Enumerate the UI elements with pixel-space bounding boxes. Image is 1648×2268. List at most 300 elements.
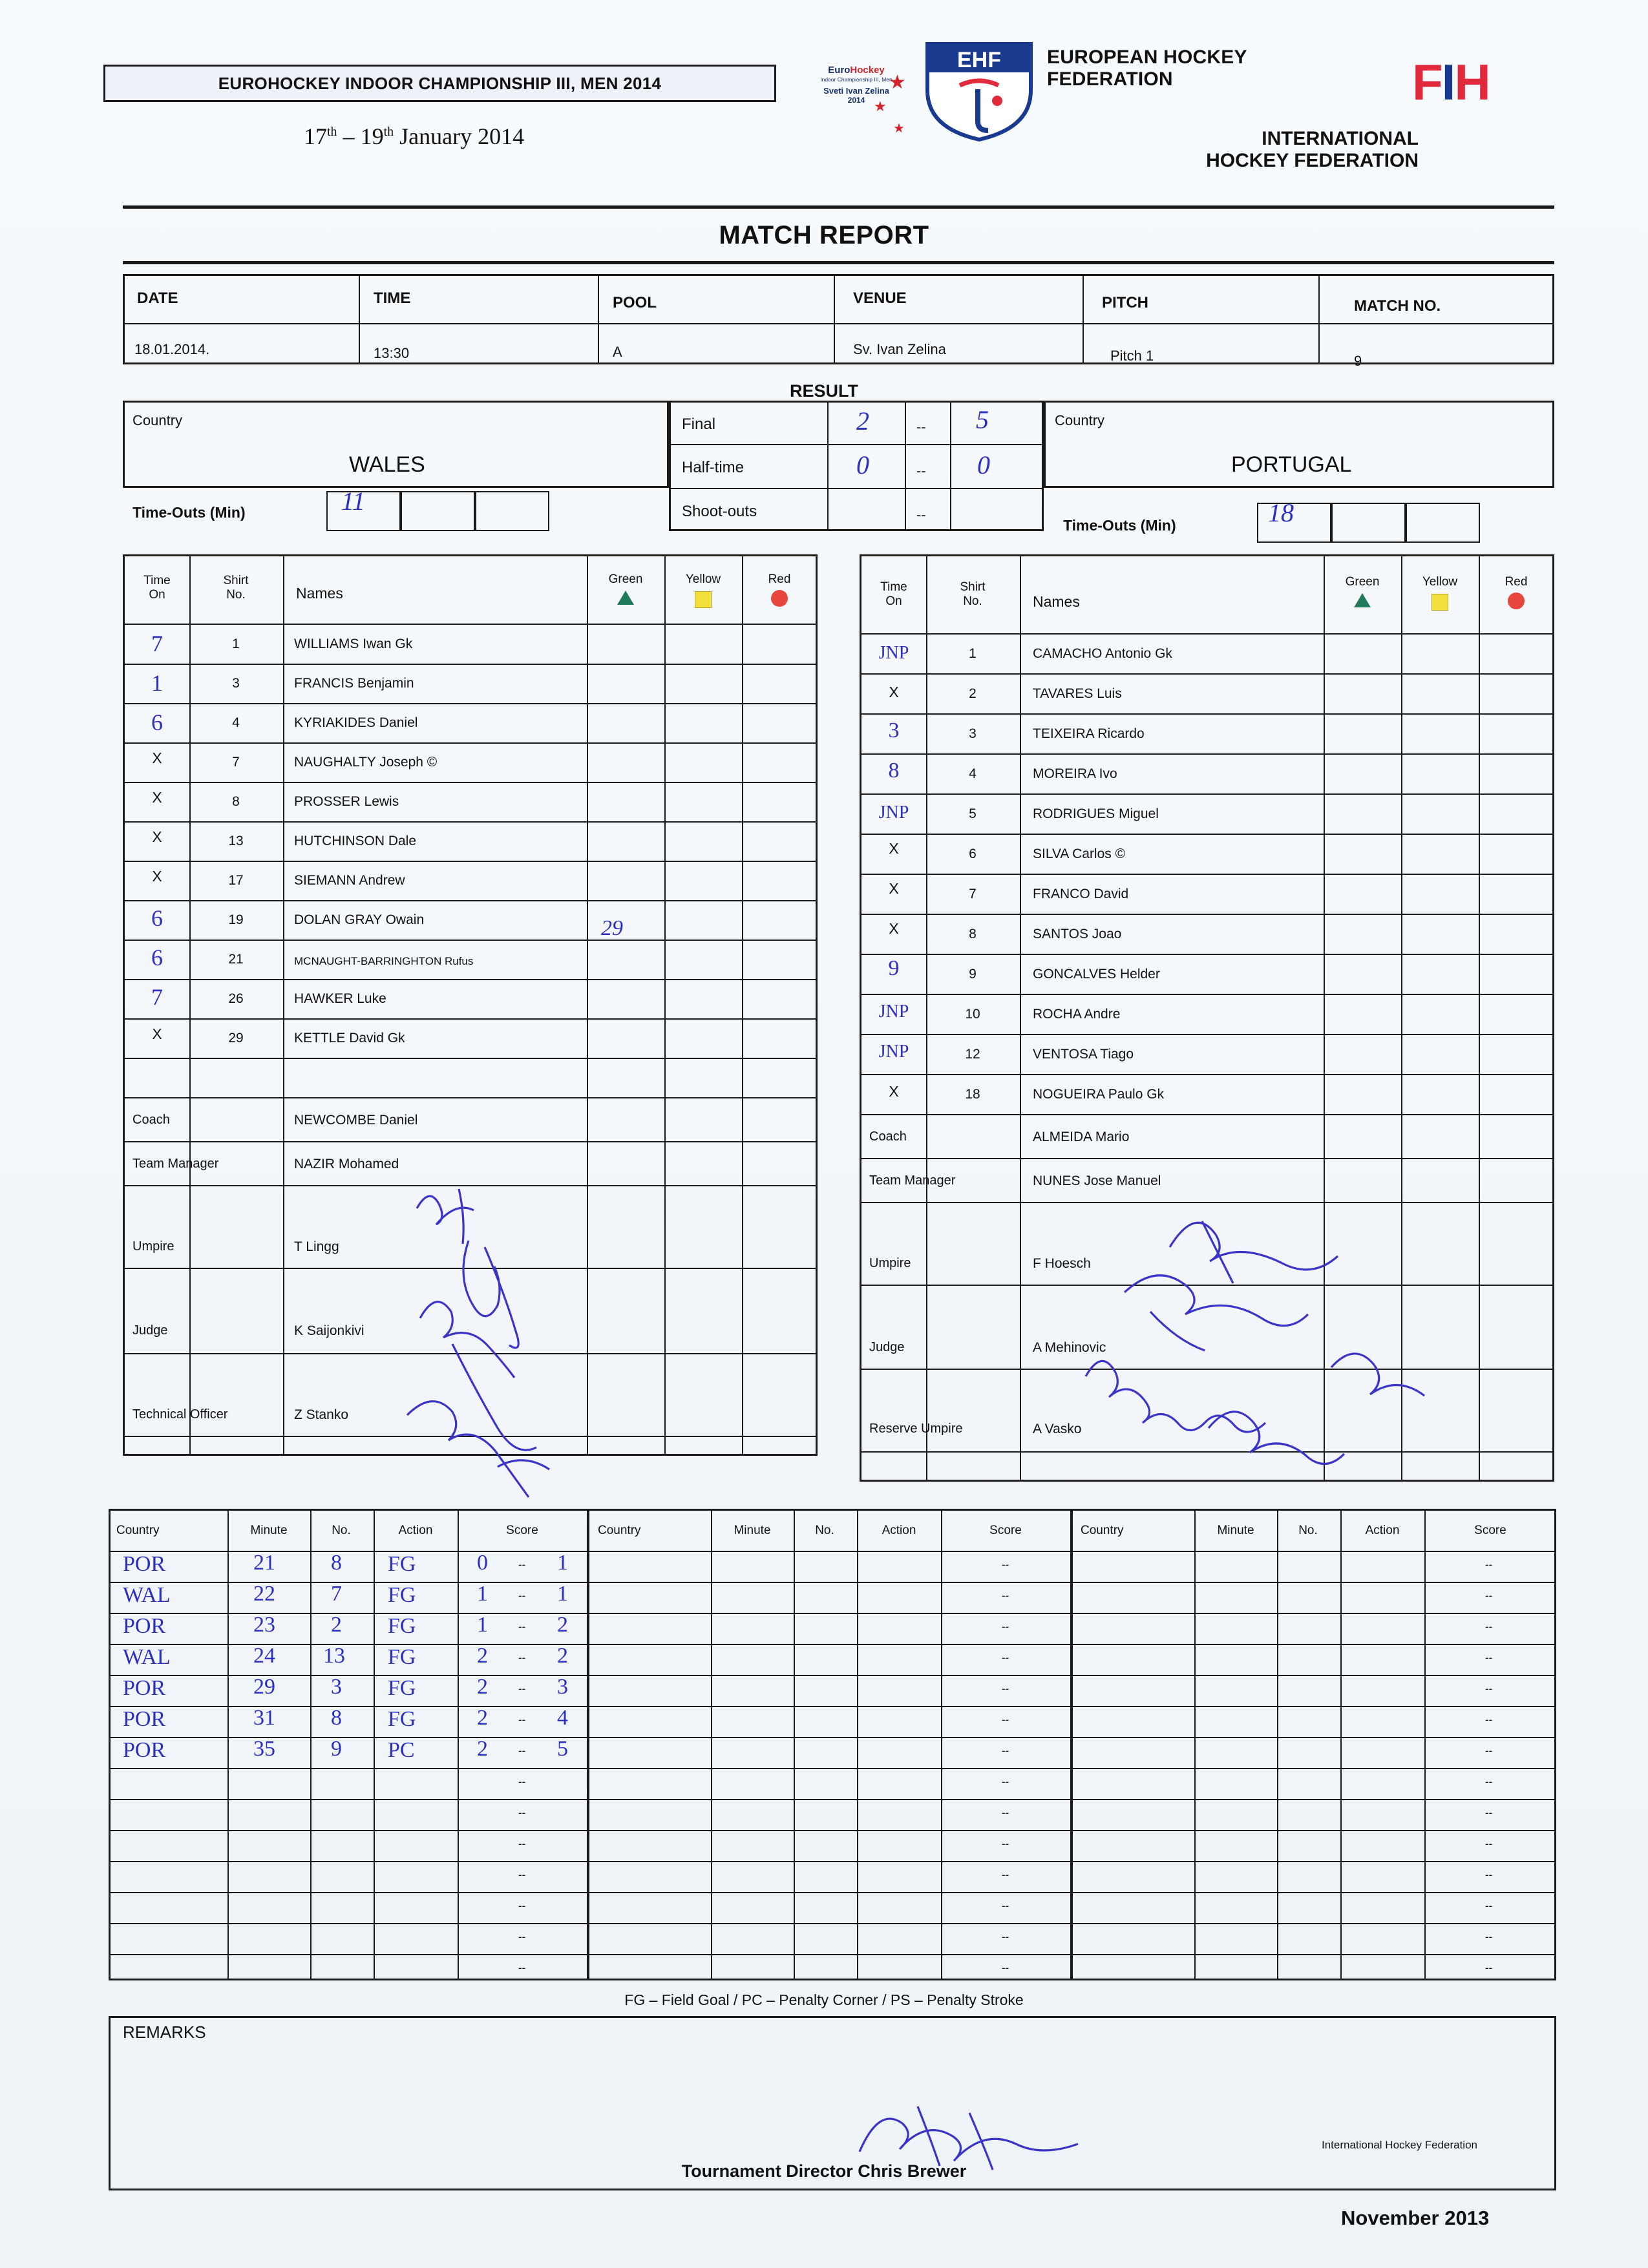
goals-col-divider: [1070, 1509, 1073, 1980]
goal-number: 13: [323, 1644, 345, 1668]
date-end-sup: th: [383, 125, 394, 139]
ehf-line1: EUROPEAN HOCKEY: [1047, 47, 1247, 68]
value-date: 18.01.2014.: [134, 341, 210, 357]
home-player-time-on: 6: [151, 905, 163, 931]
match-info-divider: [123, 323, 1554, 324]
col-divider: [598, 274, 599, 364]
away-player-number: 9: [969, 967, 977, 982]
score-dash: --: [1002, 1652, 1009, 1664]
away-staff-col-divider: [1020, 1114, 1021, 1482]
goal-score-home: 1: [477, 1613, 488, 1637]
goals-row-divider: [109, 1582, 1556, 1583]
home-player-number: 26: [228, 991, 244, 1006]
home-th-green-label: Green: [608, 572, 643, 586]
home-player-time-on: 7: [151, 631, 163, 656]
home-th-names: Names: [296, 585, 343, 602]
home-player-time-on: X: [152, 868, 162, 885]
ehf-name: [1047, 47, 1409, 90]
value-pitch: Pitch 1: [1110, 348, 1154, 364]
home-player-name: FRANCIS Benjamin: [294, 676, 414, 691]
goal-score-home: 2: [477, 1706, 488, 1730]
home-player-time-on: 7: [151, 984, 163, 1010]
goals-th-country: Country: [1081, 1524, 1124, 1537]
home-player-name: DOLAN GRAY Owain: [294, 912, 425, 927]
away-country-name: PORTUGAL: [1231, 452, 1352, 477]
home-col-divider: [742, 554, 743, 1456]
date-mid: – 19: [337, 123, 384, 149]
goals-col-divider: [458, 1509, 459, 1980]
goal-score-home: 2: [477, 1737, 488, 1761]
away-row-divider: [860, 753, 1554, 755]
away-th-yellow: [1404, 575, 1476, 611]
col-divider: [834, 274, 835, 364]
away-th-shirt-l1: Shirt: [960, 580, 986, 594]
score-row-divider: [669, 444, 1044, 445]
away-player-name: MOREIRA Ivo: [1033, 766, 1117, 781]
date-start: 17: [304, 123, 327, 149]
home-th-time-on-l2: On: [149, 588, 165, 602]
goals-col-divider: [1340, 1509, 1342, 1980]
away-staff-name: A Vasko: [1033, 1422, 1082, 1436]
shootouts-dash: --: [916, 507, 926, 523]
away-player-number: 7: [969, 887, 977, 901]
score-dash: --: [1485, 1776, 1493, 1788]
home-player-time-on: 6: [151, 945, 163, 971]
away-staff-role: Judge: [869, 1340, 905, 1354]
home-staff-name: T Lingg: [294, 1239, 339, 1254]
label-time: TIME: [374, 289, 411, 307]
away-staff-role: Coach: [869, 1129, 907, 1144]
championship-title-box: [103, 65, 776, 102]
away-player-number: 10: [965, 1007, 980, 1022]
goal-country: POR: [123, 1738, 166, 1762]
home-row-divider: [123, 782, 818, 783]
goals-th-minute: Minute: [734, 1524, 771, 1537]
remarks-label: REMARKS: [123, 2022, 206, 2042]
goals-col-divider: [310, 1509, 312, 1980]
goals-row-divider: [109, 1706, 1556, 1707]
goal-score-home: 2: [477, 1644, 488, 1668]
svg-text:EHF: EHF: [957, 48, 1001, 72]
home-th-shirt-l2: No.: [226, 588, 246, 602]
home-row-divider: [123, 1058, 818, 1059]
home-row-divider: [123, 703, 818, 704]
goal-action: FG: [388, 1583, 416, 1607]
col-divider: [1318, 274, 1320, 364]
goal-minute: 23: [253, 1613, 275, 1637]
goal-score-home: 1: [477, 1582, 488, 1606]
score-dash: --: [518, 1776, 526, 1788]
away-staff-name: F Hoesch: [1033, 1256, 1091, 1271]
away-player-time-on: JNP: [878, 803, 909, 823]
value-venue: Sv. Ivan Zelina: [853, 341, 946, 357]
home-staff-role: Umpire: [132, 1239, 174, 1254]
goal-number: 2: [331, 1613, 342, 1637]
home-player-name: HUTCHINSON Dale: [294, 834, 417, 848]
away-player-time-on: JNP: [878, 1042, 909, 1062]
away-player-name: SILVA Carlos ©: [1033, 846, 1126, 861]
away-timeout-value: 18: [1268, 498, 1294, 527]
away-staff-role: Reserve Umpire: [869, 1422, 963, 1436]
away-player-time-on: X: [889, 684, 899, 700]
away-player-name: TAVARES Luis: [1033, 686, 1122, 701]
away-th-names: Names: [1033, 593, 1080, 610]
away-player-name: GONCALVES Helder: [1033, 967, 1160, 982]
goals-col-divider: [711, 1509, 712, 1980]
action-legend: FG – Field Goal / PC – Penalty Corner / PS – Penalty Stroke: [624, 1991, 1024, 2008]
away-th-time-on-l1: Time: [880, 580, 907, 594]
away-th-yellow-label: Yellow: [1422, 575, 1458, 589]
score-dash: --: [518, 1745, 526, 1757]
home-row-divider: [123, 1018, 818, 1020]
form-version: November 2013: [1341, 2207, 1490, 2229]
away-player-number: 6: [969, 846, 977, 861]
score-label-halftime: Half-time: [682, 459, 745, 476]
home-staff-role: Team Manager: [132, 1157, 219, 1171]
home-staff-role: Technical Officer: [132, 1407, 228, 1422]
away-th-green-label: Green: [1345, 575, 1380, 589]
ihf-name: [1121, 128, 1419, 172]
goal-action: PC: [388, 1738, 415, 1762]
home-player-time-on: X: [152, 828, 162, 845]
goals-th-score: Score: [989, 1524, 1022, 1537]
score-dash: --: [1002, 1807, 1009, 1819]
goals-th-minute: Minute: [1217, 1524, 1254, 1537]
score-dash: --: [1002, 1683, 1009, 1695]
home-row-divider: [123, 664, 818, 665]
home-player-time-on: X: [152, 750, 162, 766]
home-staff-name: K Saijonkivi: [294, 1323, 364, 1338]
goal-score-away: 1: [557, 1551, 568, 1575]
goal-score-home: 2: [477, 1675, 488, 1699]
goal-country: WAL: [123, 1645, 171, 1669]
home-player-name: MCNAUGHT-BARRINGHTON Rufus: [294, 955, 474, 967]
euro-logo-line4: 2014: [847, 95, 865, 105]
score-dash: --: [1485, 1590, 1493, 1602]
championship-dates: [304, 123, 524, 150]
yellow-card-icon: [695, 591, 712, 608]
away-player-name: CAMACHO Antonio Gk: [1033, 646, 1172, 661]
home-row-divider: [123, 940, 818, 941]
goal-action: FG: [388, 1614, 416, 1638]
away-staff-role: Umpire: [869, 1256, 911, 1270]
away-player-time-on: X: [889, 920, 899, 937]
home-th-time-on: [129, 574, 185, 602]
home-staff-divider: [123, 1141, 818, 1142]
away-player-time-on: X: [889, 1083, 899, 1100]
goal-number: 8: [331, 1551, 342, 1575]
home-player-number: 3: [232, 676, 240, 691]
home-th-shirt-no: [194, 574, 278, 602]
score-dash: --: [1485, 1714, 1493, 1726]
euro-logo-line1a: Euro: [828, 65, 850, 76]
halftime-away-score: 0: [977, 450, 990, 479]
home-row-divider: [123, 900, 818, 901]
goals-row-divider: [109, 1923, 1556, 1924]
goal-score-away: 4: [557, 1706, 568, 1730]
away-signatures: [1047, 1182, 1538, 1486]
home-row-divider: [123, 742, 818, 744]
score-dash: --: [518, 1931, 526, 1943]
score-dash: --: [1485, 1838, 1493, 1850]
value-time: 13:30: [374, 345, 410, 361]
goal-number: 7: [331, 1582, 342, 1606]
away-row-divider: [860, 914, 1554, 915]
home-player-green-card: 29: [601, 916, 623, 940]
home-player-number: 13: [228, 834, 244, 848]
goal-number: 9: [331, 1737, 342, 1761]
home-timeout-value: 11: [341, 487, 366, 516]
home-th-time-on-l1: Time: [143, 574, 171, 587]
home-player-number: 21: [228, 952, 244, 967]
away-staff-divider: [860, 1158, 1554, 1159]
col-divider: [1083, 274, 1084, 364]
home-player-name: SIEMANN Andrew: [294, 873, 405, 888]
away-staff-name: ALMEIDA Mario: [1033, 1129, 1130, 1144]
goals-th-score: Score: [1474, 1524, 1506, 1537]
away-staff-role: Team Manager: [869, 1173, 956, 1188]
away-player-name: TEIXEIRA Ricardo: [1033, 726, 1145, 741]
away-th-shirt-l2: No.: [963, 594, 982, 608]
home-player-name: PROSSER Lewis: [294, 794, 399, 809]
championship-title: EUROHOCKEY INDOOR CHAMPIONSHIP III, MEN 2014: [218, 73, 662, 93]
away-row-divider: [860, 673, 1554, 675]
away-th-time-on-l2: On: [885, 594, 902, 608]
home-th-red-label: Red: [768, 572, 791, 586]
score-dash: --: [1002, 1714, 1009, 1726]
value-pool: A: [613, 344, 622, 360]
score-dash: --: [1485, 1559, 1493, 1571]
goals-table: [109, 1509, 1556, 1980]
divider: [123, 261, 1554, 264]
goals-row-divider: [109, 1954, 1556, 1955]
goal-score-home: 0: [477, 1551, 488, 1575]
score-dash: --: [1002, 1745, 1009, 1757]
away-player-time-on: 9: [888, 956, 900, 980]
date-start-sup: th: [327, 125, 337, 139]
goals-col-divider: [1277, 1509, 1278, 1980]
goals-th-action: Action: [1365, 1524, 1400, 1537]
score-dash: --: [1485, 1683, 1493, 1695]
away-staff-name: A Mehinovic: [1033, 1340, 1106, 1355]
away-th-shirt-no: [931, 580, 1015, 609]
away-row-divider: [860, 1074, 1554, 1075]
home-player-number: 8: [232, 794, 240, 809]
score-dash: --: [518, 1807, 526, 1819]
away-th-red: [1481, 575, 1551, 609]
home-player-number: 7: [232, 755, 240, 770]
goal-action: FG: [388, 1645, 416, 1669]
score-dash: --: [1485, 1745, 1493, 1757]
final-away-score: 5: [976, 405, 989, 434]
away-timeout-box-3: [1406, 503, 1480, 543]
goal-minute: 29: [253, 1675, 275, 1699]
goals-col-divider: [941, 1509, 942, 1980]
red-card-icon: [1508, 593, 1525, 609]
halftime-dash: --: [916, 463, 926, 479]
score-dash: --: [518, 1962, 526, 1974]
home-player-time-on: 1: [151, 670, 163, 696]
home-th-yellow-label: Yellow: [685, 572, 721, 586]
away-th-time-on: [866, 580, 922, 609]
label-pitch: PITCH: [1102, 294, 1148, 311]
home-player-name: HAWKER Luke: [294, 991, 386, 1006]
goal-score-away: 3: [557, 1675, 568, 1699]
score-dash: --: [1485, 1807, 1493, 1819]
goals-th-no: No.: [815, 1524, 834, 1537]
score-dash: --: [1002, 1776, 1009, 1788]
home-row-divider: [123, 979, 818, 980]
goals-th-minute: Minute: [250, 1524, 288, 1537]
goals-col-divider: [857, 1509, 858, 1980]
home-player-time-on: X: [152, 1025, 162, 1042]
goal-score-away: 5: [557, 1737, 568, 1761]
value-match-no: 9: [1354, 353, 1362, 369]
home-player-number: 4: [232, 715, 240, 730]
home-player-name: WILLIAMS Iwan Gk: [294, 636, 413, 651]
score-dash: --: [518, 1900, 526, 1912]
euro-logo-line3: Sveti Ivan Zelina: [823, 86, 889, 96]
goal-country: POR: [123, 1552, 166, 1576]
date-month-year: January 2014: [394, 123, 525, 149]
away-player-name: RODRIGUES Miguel: [1033, 806, 1159, 821]
away-player-name: FRANCO David: [1033, 887, 1129, 901]
away-row-divider: [860, 1114, 1554, 1115]
score-col-divider: [827, 401, 829, 531]
col-divider: [359, 274, 360, 364]
score-dash: --: [1002, 1838, 1009, 1850]
home-player-name: KYRIAKIDES Daniel: [294, 715, 418, 730]
goals-row-divider: [109, 1737, 1556, 1738]
away-row-divider: [860, 1034, 1554, 1035]
away-player-name: ROCHA Andre: [1033, 1007, 1121, 1022]
score-dash: --: [1485, 1621, 1493, 1633]
goal-score-away: 2: [557, 1613, 568, 1637]
goal-country: POR: [123, 1707, 166, 1731]
away-player-number: 2: [969, 686, 977, 701]
euro-logo-line2: Indoor Championship III, Men: [820, 76, 893, 83]
score-dash: --: [518, 1838, 526, 1850]
score-row-divider: [669, 488, 1044, 489]
home-th-yellow: [667, 572, 739, 608]
goals-row-divider: [109, 1892, 1556, 1893]
goal-minute: 21: [253, 1551, 275, 1575]
away-th-green: [1326, 575, 1399, 607]
score-dash: --: [518, 1621, 526, 1633]
home-staff-role: Coach: [132, 1113, 170, 1127]
away-th-red-label: Red: [1505, 575, 1528, 589]
score-dash: --: [1002, 1869, 1009, 1881]
score-dash: --: [1002, 1559, 1009, 1571]
home-timeout-box-2: [401, 491, 475, 531]
goal-minute: 35: [253, 1737, 275, 1761]
goals-row-divider: [109, 1768, 1556, 1769]
ihf-line2: HOCKEY FEDERATION: [1206, 150, 1419, 171]
goal-number: 3: [331, 1675, 342, 1699]
goal-minute: 24: [253, 1644, 275, 1668]
yellow-card-icon: [1431, 594, 1448, 611]
home-timeouts-label: Time-Outs (Min): [132, 504, 246, 521]
goal-country: WAL: [123, 1583, 171, 1607]
goals-th-action: Action: [398, 1524, 433, 1537]
score-dash: --: [518, 1683, 526, 1695]
home-col-divider: [189, 554, 191, 1456]
home-staff-name: Z Stanko: [294, 1407, 349, 1422]
goals-col-divider: [1424, 1509, 1426, 1980]
ehf-shield-logo: [921, 39, 1037, 142]
away-staff-name: NUNES Jose Manuel: [1033, 1173, 1161, 1188]
star-icon: ★: [874, 98, 887, 114]
goal-score-away: 2: [557, 1644, 568, 1668]
goals-col-divider: [794, 1509, 795, 1980]
home-player-number: 1: [232, 636, 240, 651]
home-player-name: NAUGHALTY Joseph ©: [294, 755, 438, 770]
label-match-no: MATCH NO.: [1354, 297, 1441, 315]
goals-col-divider: [374, 1509, 375, 1980]
halftime-home-score: 0: [856, 450, 869, 479]
green-card-icon: [617, 591, 634, 605]
away-player-time-on: JNP: [878, 643, 909, 663]
away-player-number: 18: [965, 1087, 980, 1102]
score-dash: --: [1485, 1962, 1493, 1974]
goal-action: FG: [388, 1707, 416, 1731]
goals-th-no: No.: [1298, 1524, 1318, 1537]
score-dash: --: [1002, 1931, 1009, 1943]
goal-country: POR: [123, 1676, 166, 1700]
away-player-name: VENTOSA Tiago: [1033, 1047, 1134, 1062]
goals-th-action: Action: [882, 1524, 916, 1537]
match-info-table: [123, 274, 1554, 364]
score-dash: --: [1485, 1900, 1493, 1912]
final-home-score: 2: [856, 406, 869, 436]
away-row-divider: [860, 994, 1554, 995]
home-player-number: 19: [228, 912, 244, 927]
divider: [123, 205, 1554, 209]
home-th-red: [745, 572, 814, 607]
away-col-divider: [926, 554, 927, 1482]
home-header-divider: [123, 624, 818, 625]
away-player-time-on: JNP: [878, 1002, 909, 1022]
away-player-time-on: 8: [888, 759, 900, 782]
score-label-final: Final: [682, 415, 716, 433]
euro-logo-line1b: Hockey: [850, 65, 885, 76]
home-player-time-on: X: [152, 789, 162, 806]
away-player-time-on: X: [889, 840, 899, 857]
ihf-line1: INTERNATIONAL: [1262, 128, 1419, 149]
goals-row-divider: [109, 1861, 1556, 1862]
goal-country: POR: [123, 1614, 166, 1638]
label-pool: POOL: [613, 294, 657, 311]
goals-col-divider: [1194, 1509, 1196, 1980]
home-player-name: KETTLE David Gk: [294, 1031, 405, 1045]
page-title: MATCH REPORT: [719, 221, 929, 249]
home-staff-name: NEWCOMBE Daniel: [294, 1113, 418, 1128]
score-dash: --: [518, 1559, 526, 1571]
goals-th-country: Country: [598, 1524, 641, 1537]
goal-action: FG: [388, 1552, 416, 1576]
home-signatures: [381, 1163, 666, 1499]
fih-logo: FIH: [1412, 54, 1490, 110]
result-title: RESULT: [790, 381, 858, 401]
home-row-divider: [123, 1097, 818, 1098]
goal-minute: 22: [253, 1582, 275, 1606]
goal-number: 8: [331, 1706, 342, 1730]
goals-row-divider: [109, 1830, 1556, 1831]
home-staff-col-divider: [283, 1097, 284, 1456]
home-country-name: WALES: [349, 452, 425, 477]
away-player-number: 12: [965, 1047, 980, 1062]
ehf-line2: FEDERATION: [1047, 68, 1173, 90]
